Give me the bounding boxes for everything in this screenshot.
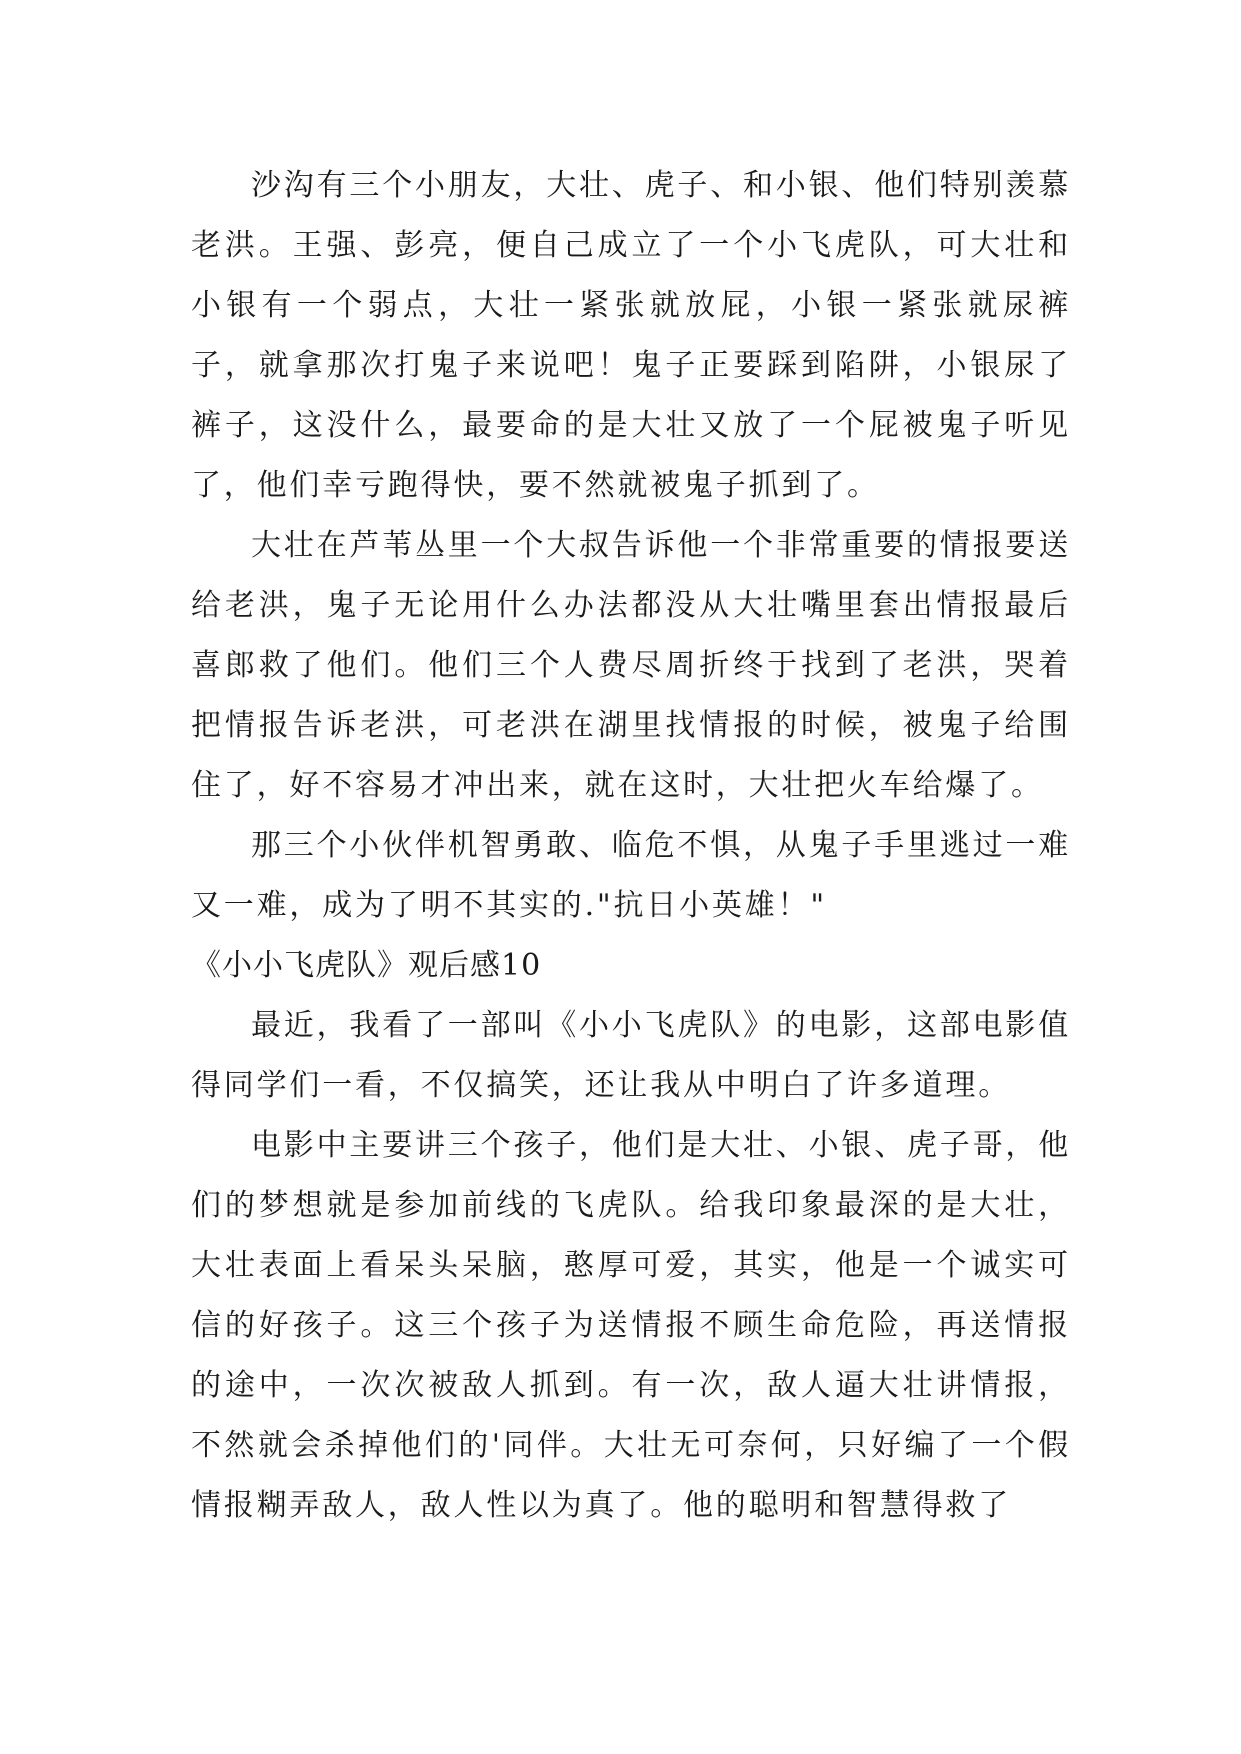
document-page (191, 156, 1071, 1536)
paragraph: 电影中主要讲三个孩子，他们是大壮、小银、虎子哥，他们的梦想就是参加前线的飞虎队。给我印象最深的是大壮，大壮表面上看呆头呆脑，憨厚可爱，其实，他是一个诚实可信的好孩子。这三个孩子为送情报不顾生命危险，再送情报的途中，一次次被敌人抓到。有一次，敌人逼大壮讲情报，不然就会杀掉他们的'同伴。大壮无可奈何，只好编了一个假情报糊弄敌人，敌人性以为真了。他的聪明和智慧得救了 (191, 1128, 1071, 1523)
paragraph: 大壮在芦苇丛里一个大叔告诉他一个非常重要的情报要送给老洪，鬼子无论用什么办法都没从大壮嘴里套出情报最后喜郎救了他们。他们三个人费尽周折终于找到了老洪，哭着把情报告诉老洪，可老洪在湖里找情报的时候，被鬼子给围住了，好不容易才冲出来，就在这时，大壮把火车给爆了。 (191, 528, 1071, 803)
paragraph: 沙沟有三个小朋友，大壮、虎子、和小银、他们特别羡慕老洪。王强、彭亮，便自己成立了一个小飞虎队，可大壮和小银有一个弱点，大壮一紧张就放屁，小银一紧张就尿裤子，就拿那次打鬼子来说吧！鬼子正要踩到陷阱，小银尿了裤子，这没什么，最要命的是大壮又放了一个屁被鬼子听见了，他们幸亏跑得快，要不然就被鬼子抓到了。 (191, 168, 1071, 503)
paragraph: 最近，我看了一部叫《小小飞虎队》的电影，这部电影值得同学们一看，不仅搞笑，还让我从中明白了许多道理。 (191, 1008, 1071, 1103)
section-heading: 《小小飞虎队》观后感10 (191, 948, 542, 983)
paragraph: 那三个小伙伴机智勇敢、临危不惧，从鬼子手里逃过一难又一难，成为了明不其实的."抗日小英雄！" (191, 828, 1071, 923)
